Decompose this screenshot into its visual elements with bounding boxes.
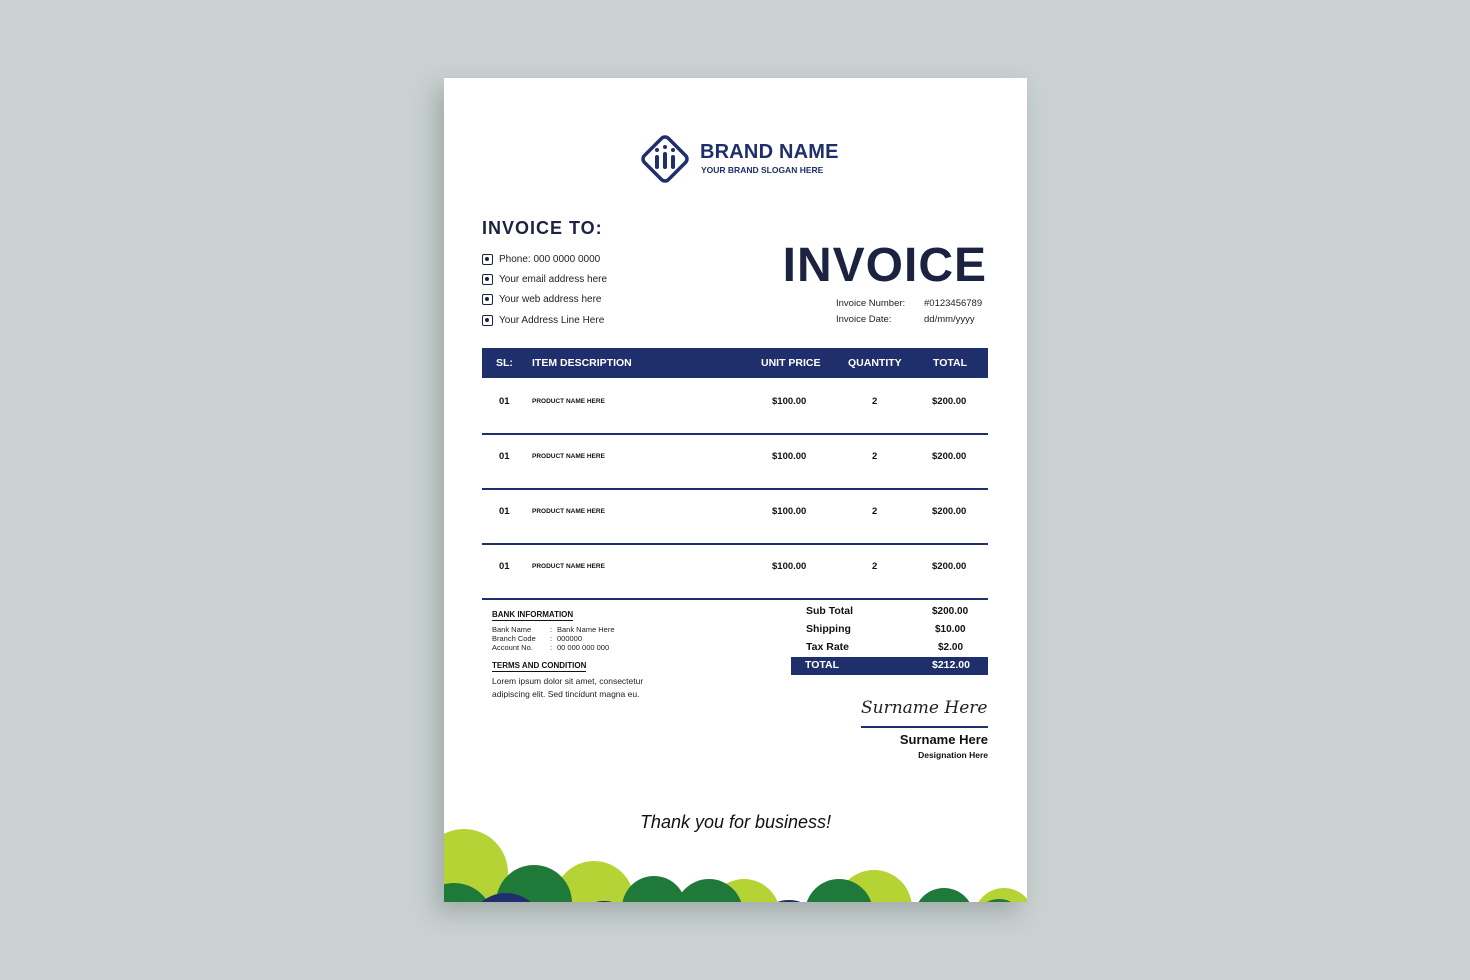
invoice-number-value: #0123456789 (924, 298, 983, 309)
bank-value: 00 000 000 000 (557, 643, 610, 652)
row-price: $100.00 (772, 506, 807, 517)
bank-information (492, 604, 615, 652)
invoice-to-heading: INVOICE TO: (482, 218, 603, 238)
row-total: $200.00 (932, 451, 967, 462)
row-sl: 01 (499, 396, 510, 407)
invoice-page (444, 78, 1027, 902)
contact-email-text: Your email address here (499, 274, 608, 285)
bank-title: BANK INFORMATION (492, 610, 574, 619)
thank-you-message: Thank you for business! (639, 812, 832, 832)
contact-address-text: Your Address Line Here (499, 315, 605, 326)
table-row (482, 543, 988, 600)
table-row (482, 488, 988, 545)
signer-name: Surname Here (899, 732, 988, 747)
header-quantity: QUANTITY (848, 357, 902, 369)
row-total: $200.00 (932, 561, 967, 572)
contact-web (482, 294, 601, 305)
bank-key: Bank Name (492, 625, 532, 634)
shipping-label: Shipping (806, 623, 851, 635)
web-icon (482, 294, 493, 305)
total-bar (791, 657, 988, 675)
row-description: PRODUCT NAME HERE (532, 563, 605, 570)
row-description: PRODUCT NAME HERE (532, 508, 605, 515)
brand-logo-icon (636, 130, 694, 188)
invoice-number-label: Invoice Number: (836, 298, 906, 309)
tax-label: Tax Rate (806, 641, 849, 653)
signature-script: Surname Here (861, 698, 988, 718)
row-qty: 2 (872, 561, 878, 572)
terms-text: Lorem ipsum dolor sit amet, consectetur adipiscing elit. Sed tincidunt magna eu. (492, 676, 644, 699)
row-qty: 2 (872, 506, 878, 517)
total-label: TOTAL (805, 659, 840, 671)
subtotal-value: $200.00 (932, 606, 969, 617)
header-description: ITEM DESCRIPTION (532, 357, 632, 369)
location-icon (482, 315, 493, 326)
row-price: $100.00 (772, 561, 807, 572)
header-total: TOTAL (933, 357, 968, 369)
bank-line: Account No. : 00 000 000 000 (492, 643, 610, 652)
header-sl: SL: (496, 357, 513, 369)
row-description: PRODUCT NAME HERE (532, 398, 605, 405)
contact-email (482, 274, 607, 285)
signer-designation: Designation Here (918, 750, 988, 760)
terms-title: TERMS AND CONDITION (492, 661, 587, 670)
tax-value: $2.00 (938, 642, 964, 653)
contact-phone (482, 254, 600, 265)
row-sl: 01 (499, 506, 510, 517)
invoice-date-label: Invoice Date: (836, 314, 892, 325)
contact-address (482, 315, 604, 326)
invoice-title: INVOICE (782, 239, 987, 292)
email-icon (482, 274, 493, 285)
row-sl: 01 (499, 451, 510, 462)
header-unit-price: UNIT PRICE (761, 357, 821, 369)
bank-value: 000000 (557, 634, 583, 643)
row-price: $100.00 (772, 396, 807, 407)
bank-key: Branch Code (492, 634, 536, 643)
signature-line (861, 726, 988, 728)
shipping-value: $10.00 (935, 624, 966, 635)
row-qty: 2 (872, 396, 878, 407)
row-qty: 2 (872, 451, 878, 462)
table-row (482, 378, 988, 435)
contact-web-text: Your web address here (499, 294, 602, 305)
bank-value: Bank Name Here (557, 625, 615, 634)
decorative-waves (444, 823, 1027, 902)
phone-icon (482, 254, 493, 265)
row-price: $100.00 (772, 451, 807, 462)
invoice-date-value: dd/mm/yyyy (924, 314, 975, 325)
contact-phone-text: Phone: 000 0000 0000 (499, 254, 601, 265)
bank-key: Account No. (492, 643, 533, 652)
table-row (482, 433, 988, 490)
subtotal-label: Sub Total (806, 605, 854, 617)
items-table-header (482, 348, 988, 378)
brand-slogan: YOUR BRAND SLOGAN HERE (701, 165, 824, 175)
brand-name: BRAND NAME (700, 141, 839, 163)
bank-line: Branch Code : 000000 (492, 634, 583, 643)
bank-line: Bank Name : Bank Name Here (492, 625, 615, 634)
row-description: PRODUCT NAME HERE (532, 453, 605, 460)
total-value: $212.00 (932, 659, 970, 671)
row-sl: 01 (499, 561, 510, 572)
row-total: $200.00 (932, 396, 967, 407)
row-total: $200.00 (932, 506, 967, 517)
